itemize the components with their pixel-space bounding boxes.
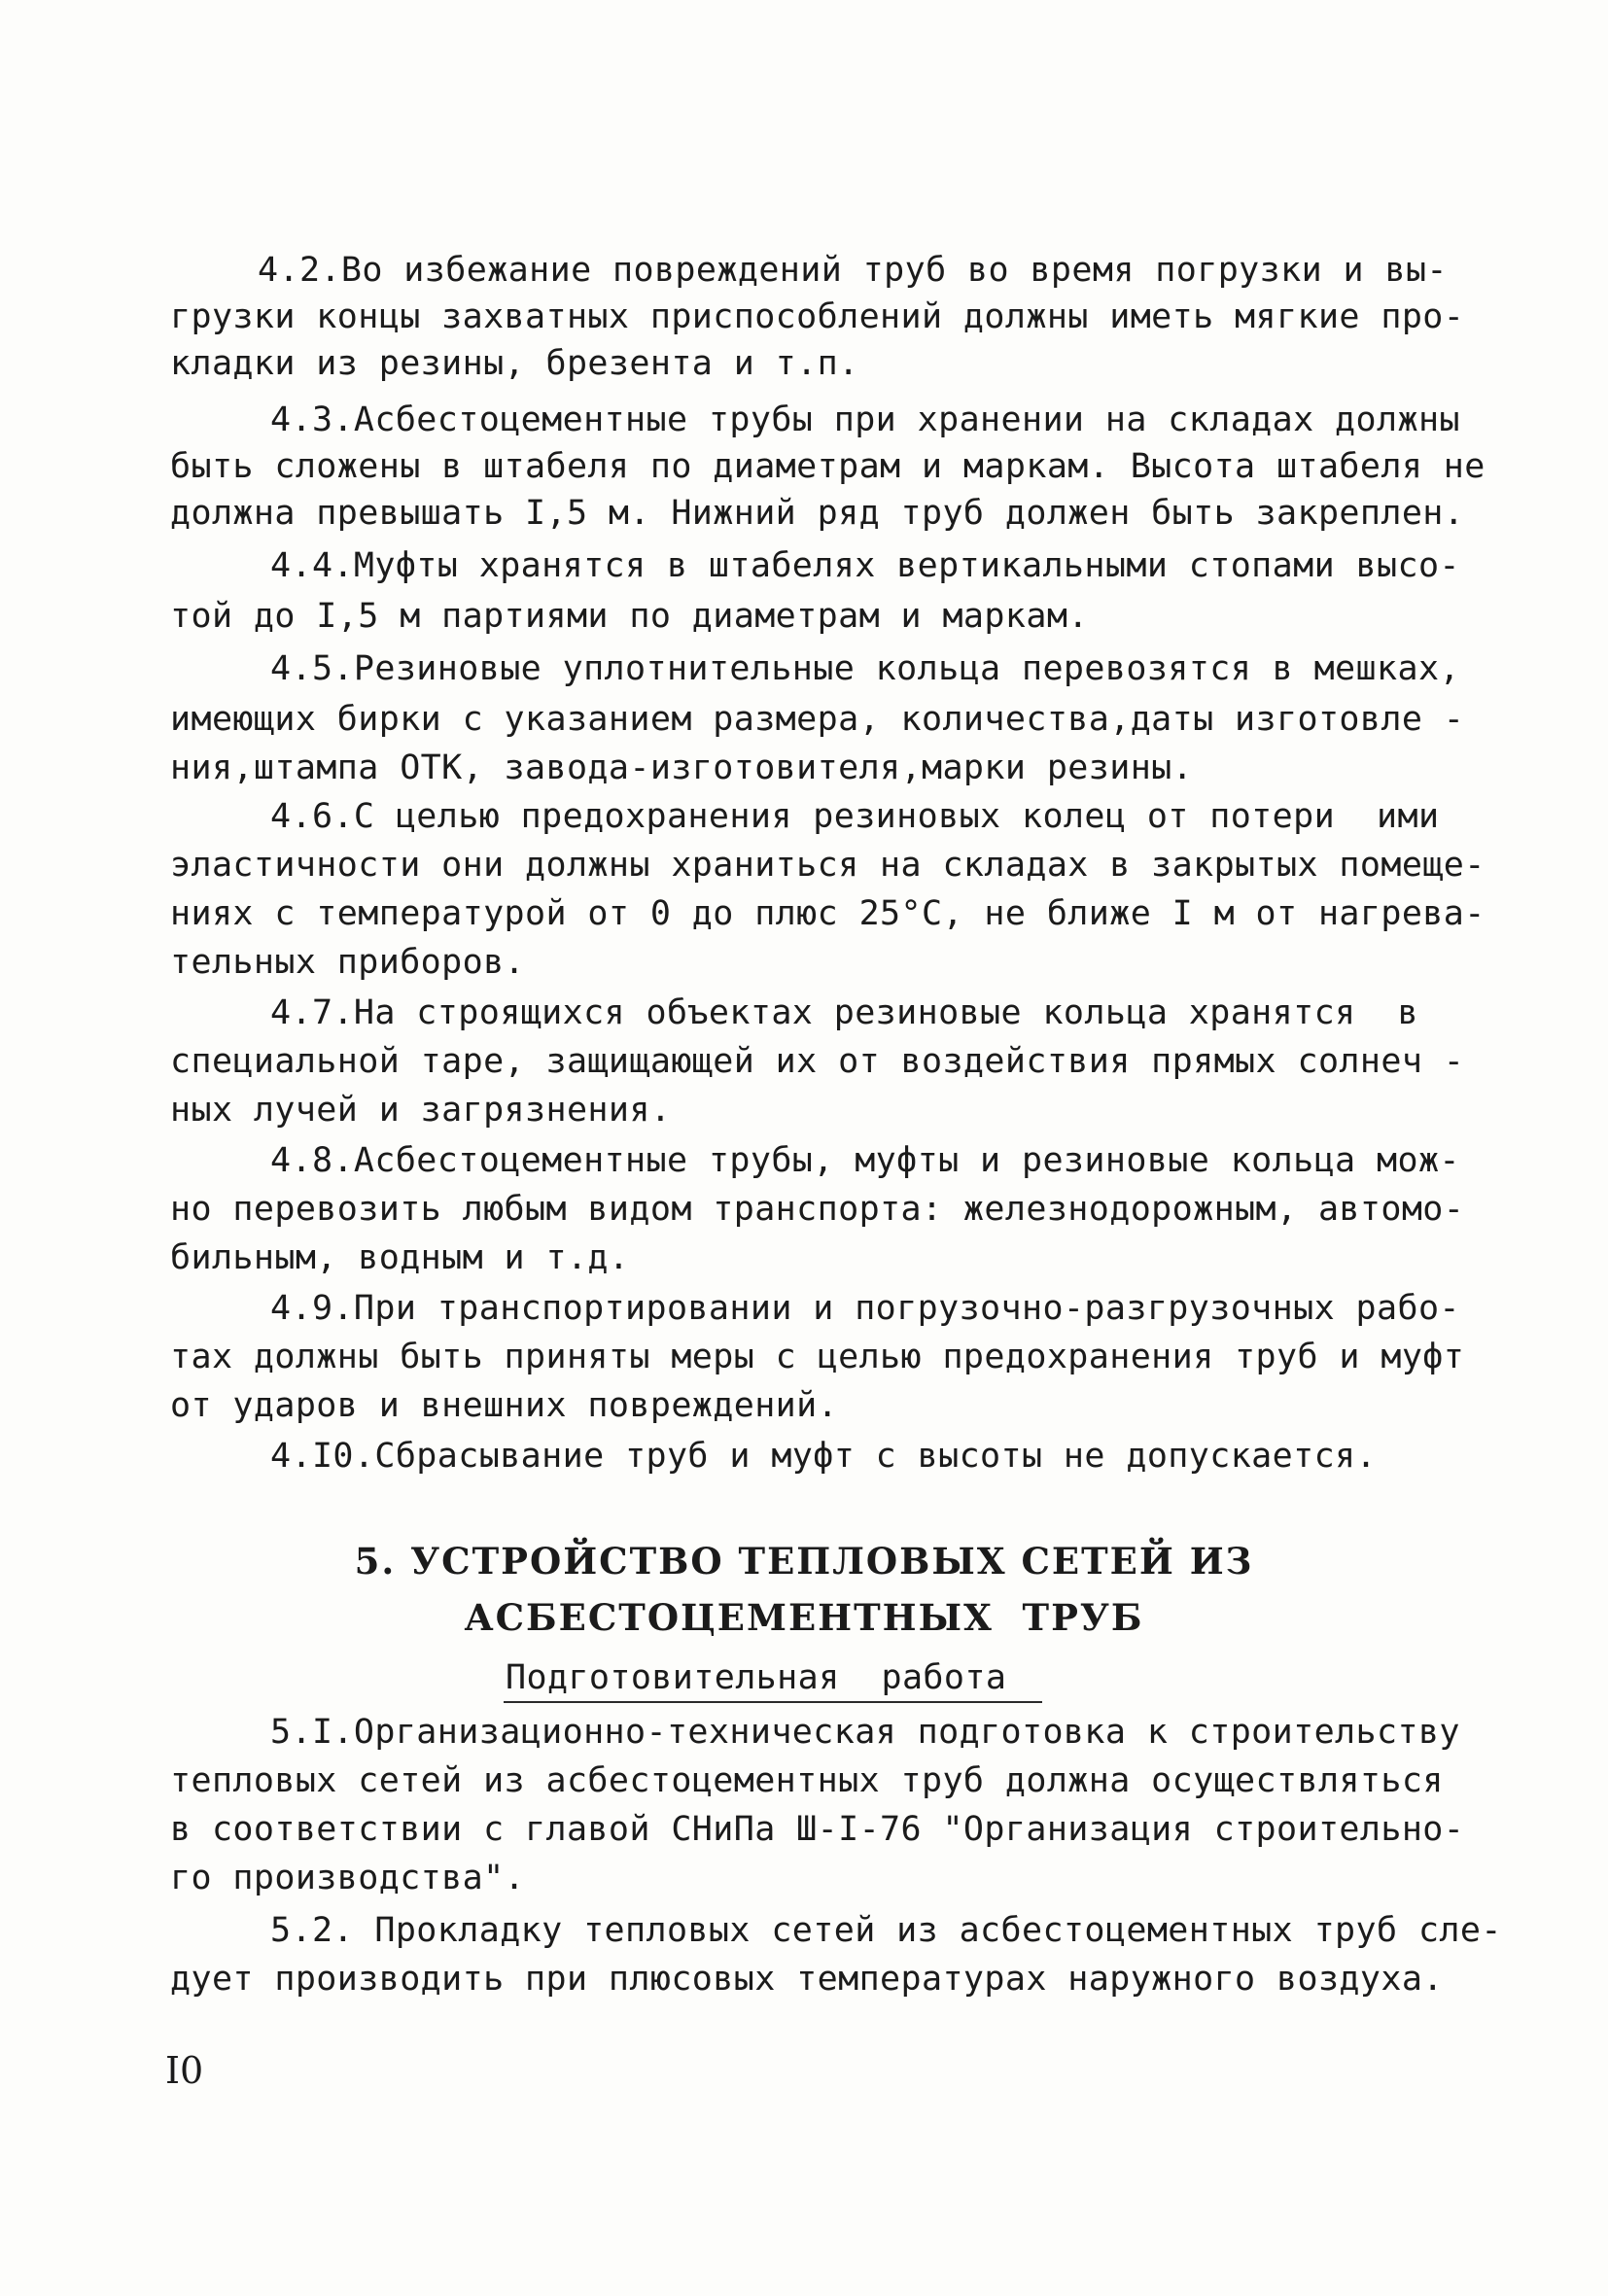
paragraph-line: тах должны быть приняты меры с целью предохранения труб и муфт: [170, 1338, 1465, 1376]
paragraph-line: имеющих бирки с указанием размера, количества,даты изготовле -: [170, 700, 1465, 739]
paragraph-line: быть сложены в штабеля по диаметрам и маркам. Высота штабеля не: [170, 447, 1486, 486]
paragraph-line: тельных приборов.: [170, 943, 526, 982]
paragraph-line: ния,штампа ОТК, завода-изготовителя,марки резины.: [170, 748, 1194, 787]
section-heading-line-2: АСБЕСТОЦЕМЕНТНЫХ ТРУБ: [464, 1596, 1144, 1639]
paragraph-line: от ударов и внешних повреждений.: [170, 1386, 839, 1425]
paragraph-line: 4.I0.Сбрасывание труб и муфт с высоты не допускается.: [270, 1437, 1378, 1476]
paragraph-line: той до I,5 м партиями по диаметрам и маркам.: [170, 597, 1089, 636]
subsection-title-underline: [504, 1701, 1042, 1703]
paragraph-line: 4.8.Асбестоцементные трубы, муфты и резиновые кольца мож-: [270, 1141, 1460, 1180]
paragraph-line: тепловых сетей из асбестоцементных труб должна осуществляться: [170, 1761, 1444, 1800]
paragraph-line: должна превышать I,5 м. Нижний ряд труб должен быть закреплен.: [170, 494, 1465, 533]
paragraph-line: ниях с температурой от 0 до плюс 25°С, не ближе I м от нагрева-: [170, 894, 1486, 933]
paragraph-line: 4.6.С целью предохранения резиновых колец от потери ими: [270, 797, 1440, 836]
paragraph-line: го производства".: [170, 1859, 526, 1897]
paragraph-line: дует производить при плюсовых температурах наружного воздуха.: [170, 1960, 1444, 1999]
paragraph-line: кладки из резины, брезента и т.п.: [170, 344, 859, 383]
paragraph-line: 4.7.На строящихся объектах резиновые кольца хранятся в: [270, 993, 1418, 1032]
paragraph-line: в соответствии с главой СНиПа Ш-I-76 "Организация строительно-: [170, 1810, 1465, 1849]
paragraph-line: 5.2. Прокладку тепловых сетей из асбестоцементных труб сле-: [270, 1911, 1502, 1950]
paragraph-line: 4.2.Во избежание повреждений труб во время погрузки и вы-: [258, 251, 1448, 290]
section-heading-line-1: 5. УСТРОЙСТВО ТЕПЛОВЫХ СЕТЕЙ ИЗ: [354, 1540, 1254, 1583]
subsection-title: Подготовительная работа: [506, 1658, 1007, 1697]
paragraph-line: 4.3.Асбестоцементные трубы при хранении на складах должны: [270, 400, 1460, 439]
paragraph-line: грузки концы захватных приспособлений должны иметь мягкие про-: [170, 297, 1465, 336]
paragraph-line: 5.I.Организационно-техническая подготовка к строительству: [270, 1713, 1460, 1752]
paragraph-line: специальной таре, защищающей их от воздействия прямых солнеч -: [170, 1042, 1465, 1081]
paragraph-line: бильным, водным и т.д.: [170, 1238, 630, 1277]
page-number: I0: [165, 2049, 204, 2092]
paragraph-line: 4.5.Резиновые уплотнительные кольца перевозятся в мешках,: [270, 649, 1460, 688]
paragraph-line: 4.9.При транспортировании и погрузочно-разгрузочных рабо-: [270, 1289, 1460, 1328]
paragraph-line: эластичности они должны храниться на складах в закрытых помеще-: [170, 846, 1486, 885]
paragraph-line: ных лучей и загрязнения.: [170, 1091, 672, 1130]
paragraph-line: но перевозить любым видом транспорта: железнодорожным, автомо-: [170, 1190, 1465, 1229]
paragraph-line: 4.4.Муфты хранятся в штабелях вертикальными стопами высо-: [270, 546, 1460, 585]
